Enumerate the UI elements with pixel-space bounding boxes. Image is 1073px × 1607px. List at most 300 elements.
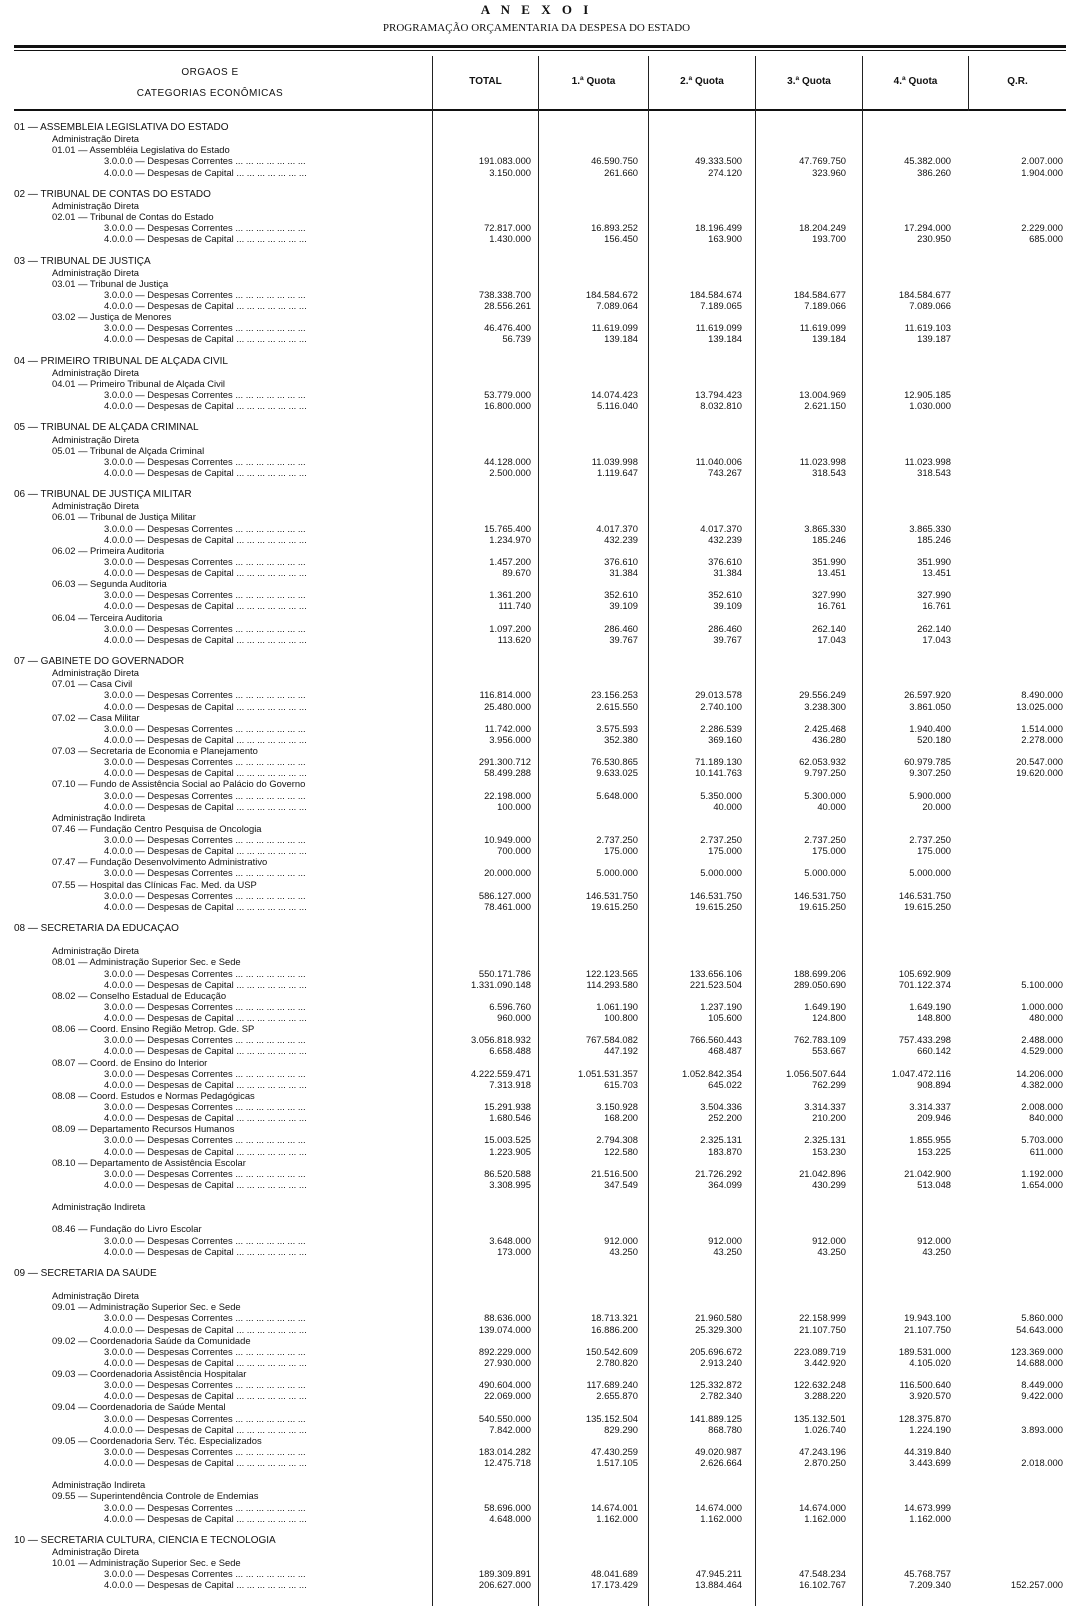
qr-value: 5.860.000 (1021, 1312, 1063, 1324)
quota2-value: 2.740.100 (700, 700, 742, 712)
administration-row (0, 1290, 1073, 1301)
row-label: 04.01 — Primeiro Tribunal de Alçada Civil (52, 377, 225, 389)
administration-row (0, 812, 1073, 823)
expense-row (0, 1112, 1073, 1123)
organ-row (0, 189, 1073, 200)
spacer-row (0, 478, 1073, 489)
quota4-value: 1.162.000 (909, 1512, 951, 1524)
quota4-value: 1.940.400 (909, 722, 951, 734)
quota1-value: 139.184 (604, 333, 638, 345)
total-value: 16.800.000 (484, 400, 531, 412)
quota4-value: 116.500.640 (899, 1379, 951, 1391)
quota2-value: 468.487 (708, 1045, 742, 1057)
quota1-value: 16.886.200 (591, 1323, 638, 1335)
row-label: Administração Direta (52, 1546, 140, 1557)
expense-row (0, 233, 1073, 244)
total-value: 700.000 (497, 845, 531, 857)
row-label: 07.01 — Casa Civil (52, 678, 133, 690)
quota4-value: 1.047.472.116 (891, 1067, 951, 1079)
qr-value: 2.007.000 (1021, 155, 1063, 167)
quota1-value: 14.074.423 (591, 389, 638, 400)
row-label: 08.06 — Coord. Ensino Região Metrop. Gde. SP (52, 1023, 255, 1035)
row-label: 3.0.0.0 — Despesas Correntes ... ... ... ... ... ... ... (104, 1134, 306, 1146)
expense-row (0, 1079, 1073, 1090)
quota3-value: 19.615.250 (799, 900, 846, 912)
expense-row (0, 389, 1073, 400)
spacer-row (0, 645, 1073, 656)
row-label: 4.0.0.0 — Despesas de Capital ... ... ... ... ... ... ... (104, 767, 307, 779)
unit-row (0, 1123, 1073, 1134)
quota4-value: 146.531.750 (898, 889, 951, 901)
quota1-value: 347.549 (604, 1178, 638, 1190)
spacer-row (0, 1279, 1073, 1290)
total-value: 22.069.000 (484, 1390, 531, 1402)
quota3-value: 47.548.234 (799, 1568, 846, 1580)
unit-row (0, 1368, 1073, 1379)
quota4-value: 21.042.900 (904, 1167, 951, 1179)
row-label: 09 — SECRETARIA DA SAÚDE (14, 1267, 157, 1279)
quota1-value: 2.615.550 (596, 700, 638, 712)
expense-row (0, 689, 1073, 700)
total-value: 116.814.000 (479, 689, 531, 701)
row-label: 3.0.0.0 — Despesas Correntes ... ... ... ... ... ... ... (104, 889, 306, 901)
qr-value: 1.904.000 (1021, 166, 1063, 178)
expense-row (0, 1568, 1073, 1579)
quota1-value: 11.039.998 (591, 455, 638, 467)
quota1-value: 23.156.253 (591, 689, 638, 701)
qr-value: 2.018.000 (1021, 1457, 1063, 1468)
quota2-value: 49.020.987 (695, 1445, 742, 1457)
row-label: 3.0.0.0 — Despesas Correntes ... ... ... ... ... ... ... (104, 689, 306, 701)
quota4-value: 209.946 (917, 1112, 951, 1124)
row-label: 3.0.0.0 — Despesas Correntes ... ... ... ... ... ... ... (104, 322, 306, 334)
quota3-value: 5.000.000 (804, 867, 846, 879)
total-value: 72.817.000 (484, 222, 531, 234)
unit-row (0, 1335, 1073, 1346)
quota2-value: 221.523.504 (689, 978, 742, 990)
total-value: 960.000 (497, 1012, 531, 1023)
quota2-value: 2.737.250 (700, 834, 742, 845)
total-value: 12.475.718 (484, 1457, 531, 1468)
row-label: 4.0.0.0 — Despesas de Capital ... ... ... ... ... ... ... (104, 233, 307, 245)
quota3-value: 2.737.250 (804, 834, 846, 845)
quota1-value: 114.293.580 (586, 978, 638, 990)
row-label: 3.0.0.0 — Despesas Correntes ... ... ... ... ... ... ... (104, 1568, 306, 1580)
quota1-value: 767.584.082 (585, 1034, 638, 1046)
row-label: 03.01 — Tribunal de Justiça (52, 277, 169, 289)
quota2-value: 141.889.125 (689, 1412, 742, 1424)
quota3-value: 3.288.220 (804, 1390, 846, 1402)
total-value: 15.291.938 (484, 1101, 531, 1112)
administration-row (0, 434, 1073, 445)
row-label: 09.02 — Coordenadoria Saúde da Comunidade (52, 1334, 251, 1346)
row-label: 3.0.0.0 — Despesas Correntes ... ... ... ... ... ... ... (104, 1034, 306, 1046)
quota2-value: 5.000.000 (700, 867, 742, 879)
expense-row (0, 600, 1073, 611)
row-label: 09.01 — Administração Superior Sec. e Sede (52, 1301, 241, 1313)
quota3-value: 318.543 (812, 466, 846, 478)
row-label: 3.0.0.0 — Despesas Correntes ... ... ... ... ... ... ... (104, 455, 306, 467)
row-label: 05 — TRIBUNAL DE ALÇADA CRIMINAL (14, 422, 199, 434)
unit-row (0, 1301, 1073, 1312)
quota3-value: 193.700 (812, 233, 846, 245)
quota1-value: 4.017.370 (596, 522, 638, 534)
quota3-value: 3.314.337 (804, 1101, 846, 1112)
organ-row (0, 923, 1073, 934)
quota1-value: 47.430.259 (591, 1445, 638, 1457)
total-value: 586.127.000 (478, 889, 531, 901)
row-label: 09.05 — Coordenadoria Serv. Téc. Especializados (52, 1434, 262, 1446)
row-label: 3.0.0.0 — Despesas Correntes ... ... ... ... ... ... ... (104, 1312, 306, 1324)
quota2-value: 39.767 (713, 633, 742, 645)
quota4-value: 351.990 (917, 555, 951, 567)
quota3-value: 135.132.501 (793, 1412, 846, 1424)
quota2-value: 163.900 (708, 233, 742, 245)
quota4-value: 43.250 (922, 1245, 951, 1257)
spacer-row (0, 244, 1073, 255)
quota4-value: 20.000 (922, 800, 951, 812)
organ-row (0, 356, 1073, 367)
expense-row (0, 589, 1073, 600)
expense-row (0, 901, 1073, 912)
row-label: 08.08 — Coord. Estudos e Normas Pedagógicas (52, 1089, 255, 1101)
row-label: 4.0.0.0 — Despesas de Capital ... ... ... ... ... ... ... (104, 1457, 307, 1468)
quota4-value: 513.048 (917, 1178, 951, 1190)
quota1-value: 175.000 (604, 845, 638, 857)
row-label: 08 — SECRETARIA DA EDUCAÇÃO (14, 923, 179, 934)
unit-row (0, 511, 1073, 522)
expense-row (0, 1324, 1073, 1335)
quota3-value: 323.960 (812, 166, 846, 178)
quota2-value: 11.619.099 (695, 322, 742, 334)
quota4-value: 189.531.000 (898, 1345, 951, 1357)
row-label: Administração Direta (52, 1290, 140, 1302)
quota3-value: 1.026.740 (804, 1423, 846, 1435)
quota4-value: 45.768.757 (904, 1568, 951, 1580)
total-value: 540.550.000 (478, 1412, 531, 1424)
qr-value: 1.654.000 (1021, 1178, 1063, 1190)
quota3-value: 9.797.250 (804, 767, 846, 779)
quota1-value: 117.689.240 (586, 1379, 638, 1391)
qr-value: 5.703.000 (1021, 1134, 1063, 1146)
quota1-value: 39.767 (609, 633, 638, 645)
administration-row (0, 667, 1073, 678)
quota3-value: 762.299 (812, 1078, 846, 1090)
quota1-value: 122.580 (604, 1145, 638, 1157)
expense-row (0, 467, 1073, 478)
expense-row (0, 400, 1073, 411)
total-value: 22.198.000 (484, 789, 531, 801)
row-label: 3.0.0.0 — Despesas Correntes ... ... ... ... ... ... ... (104, 867, 306, 879)
quota2-value: 2.286.539 (700, 722, 742, 734)
spacer-row (0, 1524, 1073, 1535)
total-value: 490.604.000 (478, 1379, 531, 1391)
quota3-value: 1.649.190 (804, 1000, 846, 1012)
quota4-value: 12.905.185 (904, 389, 951, 400)
unit-row (0, 712, 1073, 723)
quota3-value: 223.089.719 (793, 1345, 846, 1357)
quota4-value: 386.260 (917, 166, 951, 178)
quota4-value: 3.314.337 (909, 1101, 951, 1112)
quota3-value: 912.000 (812, 1234, 846, 1246)
quota3-value: 188.699.206 (793, 967, 846, 979)
row-label: 06 — TRIBUNAL DE JUSTIÇA MILITAR (14, 489, 192, 501)
quota2-value: 49.333.500 (695, 155, 742, 167)
total-value: 738.338.700 (478, 288, 531, 300)
qr-value: 480.000 (1029, 1012, 1063, 1023)
unit-row (0, 545, 1073, 556)
spacer-row (0, 1257, 1073, 1268)
row-label: 3.0.0.0 — Despesas Correntes ... ... ... ... ... ... ... (104, 789, 306, 801)
row-label: 08.01 — Administração Superior Sec. e Sede (52, 956, 241, 968)
qr-value: 8.490.000 (1021, 689, 1063, 701)
quota1-value: 43.250 (609, 1245, 638, 1257)
quota4-value: 148.800 (917, 1012, 951, 1023)
row-label: 3.0.0.0 — Despesas Correntes ... ... ... ... ... ... ... (104, 589, 306, 601)
row-label: 4.0.0.0 — Despesas de Capital ... ... ... ... ... ... ... (104, 166, 307, 178)
quota4-value: 17.294.000 (904, 222, 951, 234)
row-label: 4.0.0.0 — Despesas de Capital ... ... ... ... ... ... ... (104, 1145, 307, 1157)
administration-row (0, 1201, 1073, 1212)
quota4-value: 3.920.570 (909, 1390, 951, 1402)
quota2-value: 645.022 (708, 1078, 742, 1090)
total-value: 206.627.000 (478, 1579, 531, 1591)
row-label: 3.0.0.0 — Despesas Correntes ... ... ... ... ... ... ... (104, 1345, 306, 1357)
quota3-value: 3.238.300 (804, 700, 846, 712)
qr-value: 123.369.000 (1010, 1345, 1063, 1357)
quota1-value: 912.000 (604, 1234, 638, 1246)
quota4-value: 7.089.066 (909, 300, 951, 311)
row-label: 01 — ASSEMBLÉIA LEGISLATIVA DO ESTADO (14, 122, 229, 133)
quota2-value: 29.013.578 (695, 689, 742, 701)
expense-row (0, 1045, 1073, 1056)
row-label: 09.55 — Superintendência Controle de Endemias (52, 1490, 259, 1502)
administration-row (0, 200, 1073, 211)
administration-row (0, 500, 1073, 511)
total-value: 2.500.000 (489, 466, 531, 478)
unit-row (0, 1057, 1073, 1068)
unit-row (0, 1023, 1073, 1034)
quota3-value: 13.451 (817, 567, 846, 578)
quota2-value: 14.674.000 (695, 1501, 742, 1513)
total-value: 1.457.200 (489, 555, 531, 567)
total-value: 183.014.282 (478, 1445, 531, 1457)
row-label: 3.0.0.0 — Despesas Correntes ... ... ... ... ... ... ... (104, 1167, 306, 1179)
expense-row (0, 534, 1073, 545)
row-label: 07.10 — Fundo de Assistência Social ao Palácio do Governo (52, 778, 306, 790)
quota4-value: 60.979.785 (904, 756, 951, 768)
expense-row (0, 701, 1073, 712)
total-value: 111.740 (498, 600, 531, 612)
column-header-qr: Q.R. (1007, 75, 1028, 87)
total-value: 89.670 (502, 567, 531, 578)
expense-row (0, 723, 1073, 734)
total-value: 27.930.000 (484, 1356, 531, 1368)
expense-row (0, 1034, 1073, 1045)
quota2-value: 40.000 (713, 800, 742, 812)
total-value: 1.331.090.148 (471, 978, 531, 990)
quota2-value: 286.460 (708, 622, 742, 634)
quota1-value: 3.150.928 (596, 1101, 638, 1112)
expense-row (0, 634, 1073, 645)
quota2-value: 25.329.300 (695, 1323, 742, 1335)
total-value: 291.300.712 (478, 756, 531, 768)
quota2-value: 175.000 (708, 845, 742, 857)
quota3-value: 17.043 (817, 633, 846, 645)
quota2-value: 1.162.000 (700, 1512, 742, 1524)
expense-row (0, 767, 1073, 778)
expense-row (0, 1502, 1073, 1513)
row-label: 3.0.0.0 — Despesas Correntes ... ... ... ... ... ... ... (104, 522, 306, 534)
quota2-value: 364.099 (708, 1178, 742, 1190)
row-label: 10 — SECRETARIA CULTURA, CIÊNCIA E TECNOLOGIA (14, 1534, 276, 1546)
row-label: 06.03 — Segunda Auditoria (52, 578, 167, 590)
quota3-value: 7.189.066 (804, 300, 846, 311)
qr-value: 14.688.000 (1016, 1356, 1063, 1368)
quota1-value: 184.584.672 (585, 288, 638, 300)
expense-row (0, 968, 1073, 979)
quota2-value: 5.350.000 (700, 789, 742, 801)
row-label: 3.0.0.0 — Despesas Correntes ... ... ... ... ... ... ... (104, 1234, 306, 1246)
total-value: 1.680.546 (489, 1112, 531, 1124)
qr-value: 5.100.000 (1021, 978, 1063, 990)
expense-row (0, 1457, 1073, 1468)
top-rule (14, 45, 1066, 48)
spacer-row (0, 178, 1073, 189)
unit-row (0, 612, 1073, 623)
unit-row (0, 1490, 1073, 1501)
row-label: 4.0.0.0 — Despesas de Capital ... ... ... ... ... ... ... (104, 1045, 307, 1057)
quota3-value: 13.004.969 (799, 389, 846, 400)
row-label: 08.46 — Fundação do Livro Escolar (52, 1223, 202, 1235)
qr-value: 4.529.000 (1021, 1045, 1063, 1057)
quota4-value: 21.107.750 (904, 1323, 951, 1335)
spacer-row (0, 1212, 1073, 1223)
budget-table-body (0, 122, 1073, 1591)
quota3-value: 16.761 (817, 600, 846, 612)
unit-row (0, 823, 1073, 834)
total-value: 86.520.588 (484, 1167, 531, 1179)
qr-value: 1.192.000 (1021, 1167, 1063, 1179)
quota2-value: 369.160 (708, 733, 742, 745)
quota4-value: 912.000 (917, 1234, 951, 1246)
unit-row (0, 990, 1073, 1001)
quota2-value: 8.032.810 (700, 400, 742, 412)
quota3-value: 146.531.750 (793, 889, 846, 901)
total-value: 44.128.000 (484, 455, 531, 467)
row-label: 10.01 — Administração Superior Sec. e Sede (52, 1557, 241, 1569)
expense-row (0, 1513, 1073, 1524)
row-label: 4.0.0.0 — Despesas de Capital ... ... ... ... ... ... ... (104, 700, 307, 712)
quota2-value: 766.560.443 (689, 1034, 742, 1046)
row-label: Administração Direta (52, 500, 140, 512)
header-bottom-rule (14, 109, 1066, 111)
quota1-value: 3.575.593 (596, 722, 638, 734)
quota4-value: 5.000.000 (909, 867, 951, 879)
row-label: 4.0.0.0 — Despesas de Capital ... ... ... ... ... ... ... (104, 633, 307, 645)
total-value: 58.499.288 (484, 767, 531, 779)
organ-row (0, 656, 1073, 667)
quota4-value: 2.737.250 (909, 834, 951, 845)
quota1-value: 156.450 (604, 233, 638, 245)
expense-row (0, 222, 1073, 233)
quota2-value: 205.696.672 (689, 1345, 742, 1357)
qr-value: 13.025.000 (1016, 700, 1063, 712)
quota4-value: 1.855.955 (909, 1134, 951, 1146)
quota1-value: 2.780.820 (596, 1356, 638, 1368)
quota3-value: 18.204.249 (799, 222, 846, 234)
row-label: 05.01 — Tribunal de Alçada Criminal (52, 444, 205, 456)
row-label: 09.03 — Coordenadoria Assistência Hospitalar (52, 1368, 247, 1379)
annex-title: A N E X O I (480, 2, 593, 17)
total-value: 189.309.891 (478, 1568, 531, 1580)
total-value: 1.097.200 (489, 622, 531, 634)
row-label: 4.0.0.0 — Despesas de Capital ... ... ... ... ... ... ... (104, 900, 307, 912)
row-label: 4.0.0.0 — Despesas de Capital ... ... ... ... ... ... ... (104, 333, 307, 345)
expense-row (0, 867, 1073, 878)
total-value: 15.765.400 (484, 522, 531, 534)
quota4-value: 757.433.298 (898, 1034, 951, 1046)
top-rule-thin (14, 50, 1066, 51)
row-label: 3.0.0.0 — Despesas Correntes ... ... ... ... ... ... ... (104, 756, 306, 768)
unit-row (0, 879, 1073, 890)
row-label: 3.0.0.0 — Despesas Correntes ... ... ... ... ... ... ... (104, 389, 306, 400)
column-header-quota3: 3.ª Quota (787, 75, 831, 87)
quota4-value: 184.584.677 (898, 288, 951, 300)
expense-row (0, 623, 1073, 634)
row-label: 01.01 — Assembléia Legislativa do Estado (52, 144, 230, 156)
row-label: 4.0.0.0 — Despesas de Capital ... ... ... ... ... ... ... (104, 1356, 307, 1368)
row-label: 3.0.0.0 — Despesas Correntes ... ... ... ... ... ... ... (104, 1379, 306, 1391)
total-value: 3.150.000 (489, 166, 531, 178)
quota2-value: 11.040.006 (695, 455, 742, 467)
row-label: 3.0.0.0 — Despesas Correntes ... ... ... ... ... ... ... (104, 967, 306, 979)
organ-row (0, 489, 1073, 500)
quota2-value: 31.384 (713, 567, 742, 578)
row-label: 03 — TRIBUNAL DE JUSTIÇA (14, 255, 151, 267)
row-label: 4.0.0.0 — Despesas de Capital ... ... ... ... ... ... ... (104, 533, 307, 545)
qr-value: 2.488.000 (1021, 1034, 1063, 1046)
quota4-value: 3.443.699 (909, 1457, 951, 1468)
expense-row (0, 289, 1073, 300)
qr-value: 2.008.000 (1021, 1101, 1063, 1112)
row-label: 07 — GABINETE DO GOVERNADOR (14, 656, 185, 667)
expense-row (0, 890, 1073, 901)
quota4-value: 139.187 (917, 333, 951, 345)
quota3-value: 210.200 (812, 1112, 846, 1124)
quota3-value: 327.990 (812, 589, 846, 601)
quota1-value: 18.713.321 (591, 1312, 638, 1324)
quota2-value: 146.531.750 (689, 889, 742, 901)
total-value: 7.842.000 (489, 1423, 531, 1435)
expense-row (0, 1424, 1073, 1435)
quota1-value: 286.460 (604, 622, 638, 634)
expense-row (0, 155, 1073, 166)
total-value: 78.461.000 (484, 900, 531, 912)
row-label: 4.0.0.0 — Despesas de Capital ... ... ... ... ... ... ... (104, 800, 307, 812)
quota1-value: 829.290 (604, 1423, 638, 1435)
expense-row (0, 1346, 1073, 1357)
row-label: Administração Direta (52, 366, 140, 378)
quota2-value: 7.189.065 (700, 300, 742, 311)
total-value: 11.742.000 (484, 722, 531, 734)
quota4-value: 19.615.250 (904, 900, 951, 912)
expense-row (0, 756, 1073, 767)
expense-row (0, 1312, 1073, 1323)
quota1-value: 432.239 (604, 533, 638, 545)
spacer-row (0, 345, 1073, 356)
quota1-value: 17.173.429 (591, 1579, 638, 1591)
